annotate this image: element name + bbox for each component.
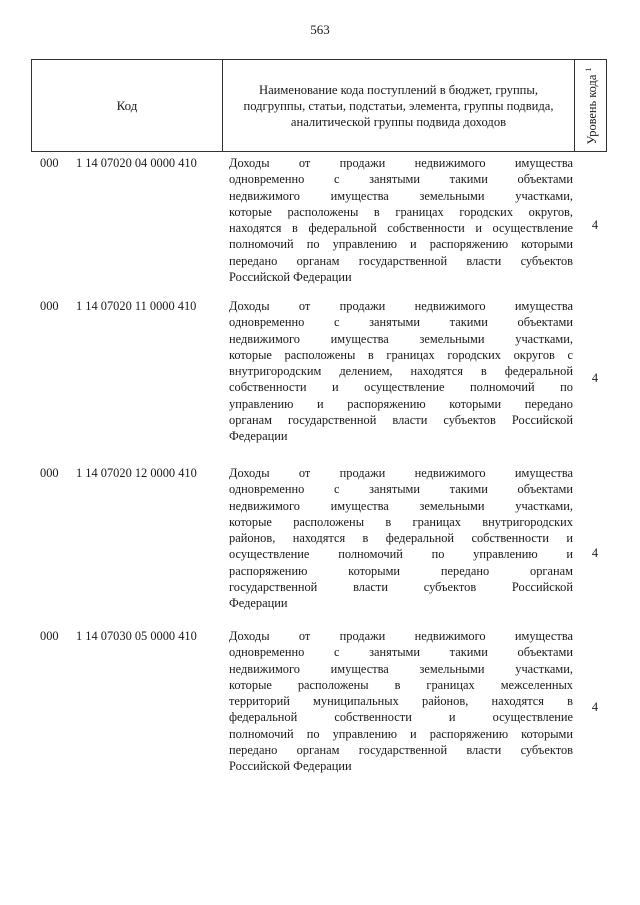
description-line: Доходы от продажи недвижимого имущества	[229, 299, 573, 313]
description-line: одновременно с занятыми такими объектами	[229, 172, 573, 187]
description-line: недвижимого имущества земельными участками,	[229, 331, 573, 346]
description-line: Российской Федерации	[229, 270, 352, 285]
description-line: передано органам государственной власти субъектов	[229, 743, 573, 758]
row-income-code: 1 14 07030 05 0000 410	[76, 629, 197, 643]
description-line: районов, находятся в федеральной собственности и	[229, 531, 573, 546]
description-line: одновременно с занятыми такими объектами	[229, 482, 573, 497]
row-description	[229, 465, 573, 612]
row-income-code: 1 14 07020 12 0000 410	[76, 466, 197, 480]
table-header	[31, 59, 607, 152]
description-line: Доходы от продажи недвижимого имущества	[229, 629, 573, 643]
description-line: недвижимого имущества земельными участками,	[229, 661, 573, 676]
description-line: Доходы от продажи недвижимого имущества	[229, 156, 573, 170]
description-line: Федерации	[229, 596, 288, 611]
description-line: Федерации	[229, 429, 288, 444]
row-level: 4	[591, 371, 599, 385]
description-line: находятся в федеральной собственности и осуществление	[229, 221, 573, 236]
header-name: Наименование кода поступлений в бюджет, группы, подгруппы, статьи, подстатьи, элемента, группы подвида, аналитической группы подвида доходов	[222, 60, 574, 151]
header-code: Код	[116, 97, 138, 113]
description-line: осуществление полномочий по управлению и	[229, 547, 573, 562]
description-line: органам государственной власти субъектов Российской	[229, 413, 573, 428]
description-line: государственной власти субъектов Российской	[229, 580, 573, 595]
description-line: Доходы от продажи недвижимого имущества	[229, 466, 573, 480]
header-level-footnote: 1	[583, 67, 593, 72]
description-line: недвижимого имущества земельными участками,	[229, 498, 573, 513]
row-level: 4	[591, 546, 599, 560]
description-line: распоряжению которыми передано органам	[229, 563, 573, 578]
description-line: полномочий по управлению и распоряжению которыми	[229, 237, 573, 252]
row-income-code: 1 14 07020 11 0000 410	[76, 299, 197, 313]
description-line: одновременно с занятыми такими объектами	[229, 315, 573, 330]
row-class-code: 000	[40, 156, 59, 170]
row-description	[229, 155, 573, 285]
row-class-code: 000	[40, 299, 59, 313]
page-number: 563	[310, 22, 330, 37]
description-line: недвижимого имущества земельными участками,	[229, 188, 573, 203]
row-class-code: 000	[40, 466, 59, 480]
description-line: которые расположены в границах городских округов,	[229, 204, 573, 219]
row-level: 4	[591, 218, 599, 232]
description-line: которые расположены в границах межселенных	[229, 677, 573, 692]
header-level-label	[583, 67, 599, 144]
description-line: Российской Федерации	[229, 759, 352, 774]
row-level: 4	[591, 700, 599, 714]
description-line: передано органам государственной власти субъектов	[229, 253, 573, 268]
description-line: которые расположены в границах внутригородских	[229, 514, 573, 529]
header-level-text: Уровень кода	[584, 74, 599, 144]
description-line: внутригородским делением, находятся в федеральной	[229, 364, 573, 379]
row-income-code: 1 14 07020 04 0000 410	[76, 156, 197, 170]
description-line: территорий муниципальных районов, находятся в	[229, 694, 573, 709]
description-line: полномочий по управлению и распоряжению которыми	[229, 726, 573, 741]
description-line: управлению и распоряжению которыми передано	[229, 396, 573, 411]
description-line: которые расположены в границах городских округов с	[229, 347, 573, 362]
row-description	[229, 628, 573, 775]
header-level	[574, 60, 608, 151]
description-line: одновременно с занятыми такими объектами	[229, 645, 573, 660]
row-description	[229, 298, 573, 445]
description-line: собственности и осуществление полномочий по	[229, 380, 573, 395]
row-class-code: 000	[40, 629, 59, 643]
description-line: федеральной собственности и осуществление	[229, 710, 573, 725]
